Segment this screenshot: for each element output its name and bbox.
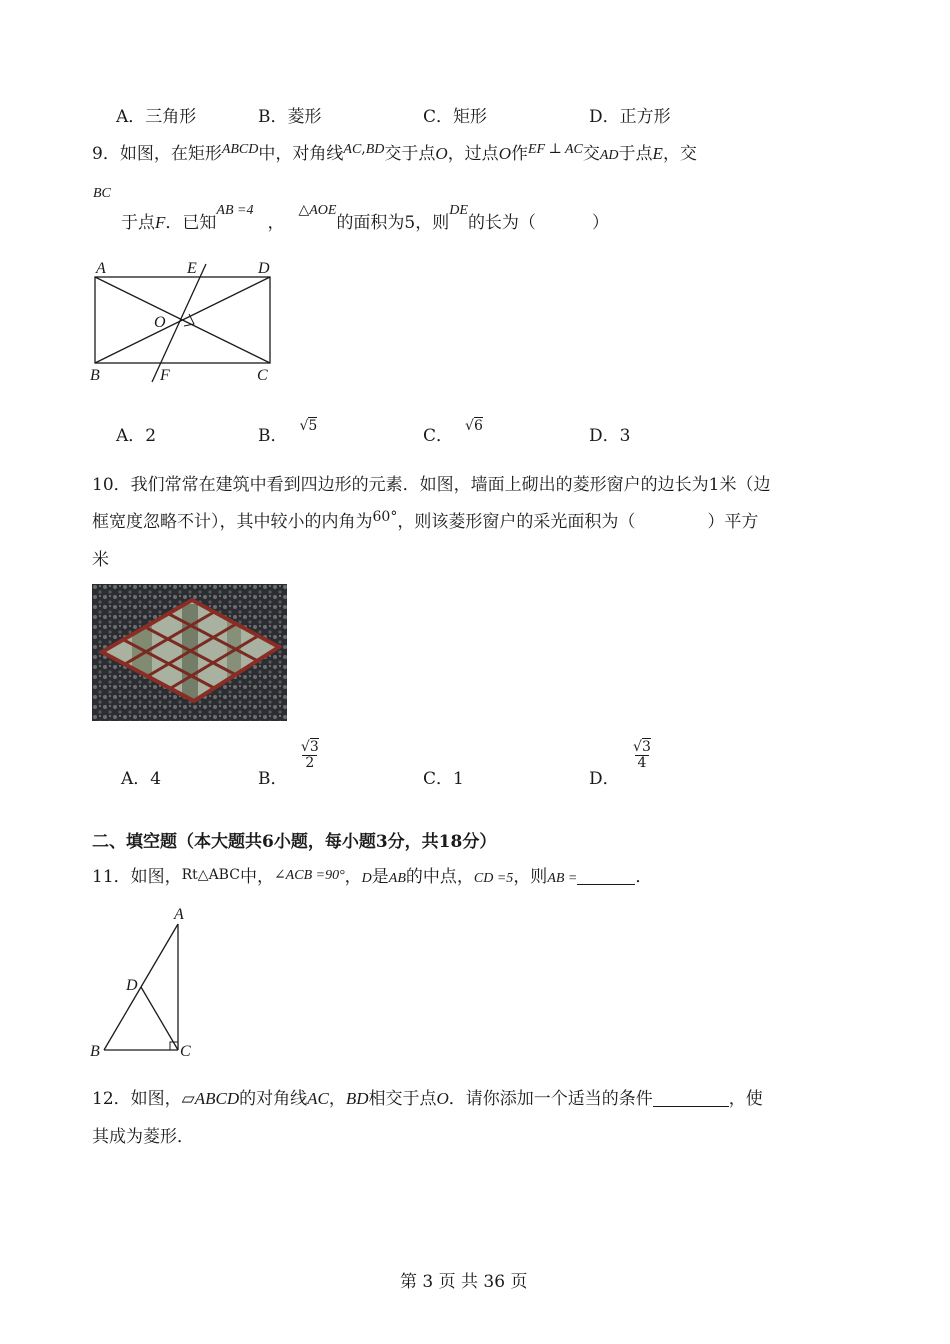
q8-option-a: A．三角形	[116, 107, 197, 127]
q8-option-c: C．矩形	[423, 107, 488, 127]
label-c: C	[180, 1043, 191, 1060]
q8-option-b: B．菱形	[258, 107, 322, 127]
q10-line-2: 框宽度忽略不计），其中较小的内角为$^{60^\circ}$，则该菱形窗户的采光面积为（ ）平方	[92, 509, 759, 532]
q9-option-d: D．3	[589, 426, 631, 446]
section-heading-fill-blank: 二、填空题（本大题共6小题，每小题3分，共18分）	[92, 832, 497, 852]
q11-text: 11．如图，Rt△ABC中，∠ACB =90°，D是AB的中点，CD =5，则AB = ．	[92, 867, 653, 887]
label-o: O	[154, 314, 166, 331]
q10-option-b: B． $\frac{√3}{2}$	[258, 739, 319, 790]
q9-option-a: A．2	[116, 426, 157, 446]
q10-option-d: D． $\frac{√3}{4}$	[589, 739, 651, 790]
q12-line-2: 其成为菱形．	[92, 1127, 194, 1147]
label-b: B	[90, 1043, 100, 1060]
q10-window-photo	[92, 584, 287, 721]
label-a: A	[174, 906, 184, 923]
label-f: F	[160, 367, 170, 384]
page-number-footer: 第 3 页 共 36 页	[400, 1272, 528, 1292]
q10-option-a: A．4	[121, 769, 162, 789]
label-d: D	[258, 260, 270, 277]
label-e: E	[187, 260, 197, 277]
q9-option-b: B． √5	[258, 418, 318, 446]
q9-option-c: C． √6	[423, 418, 483, 446]
q8-option-d: D．正方形	[589, 107, 671, 127]
q10-option-c: C．1	[423, 769, 464, 789]
q11-answer-blank[interactable]	[577, 868, 635, 885]
q9-line-1: 9．如图，在矩形$^{ABCD}$中，对角线$^{AC,BD}$交于点O，过点O作$^{EF \perp AC}$交AD于点E，交	[92, 141, 697, 164]
q10-line-3: 米	[92, 550, 109, 570]
q11-triangle-figure	[86, 902, 201, 1064]
label-a: A	[96, 260, 106, 277]
label-c: C	[257, 367, 268, 384]
q12-answer-blank[interactable]	[653, 1090, 729, 1107]
q12-line-1: 12．如图，▱ABCD的对角线AC，BD相交于点O．请你添加一个适当的条件 ，使	[92, 1089, 763, 1109]
label-d: D	[126, 977, 138, 994]
q10-line-1: 10．我们常常在建筑中看到四边形的元素．如图，墙面上砌出的菱形窗户的边长为1米（边	[92, 475, 771, 495]
label-b: B	[90, 367, 100, 384]
q9-rectangle-figure	[86, 256, 286, 386]
